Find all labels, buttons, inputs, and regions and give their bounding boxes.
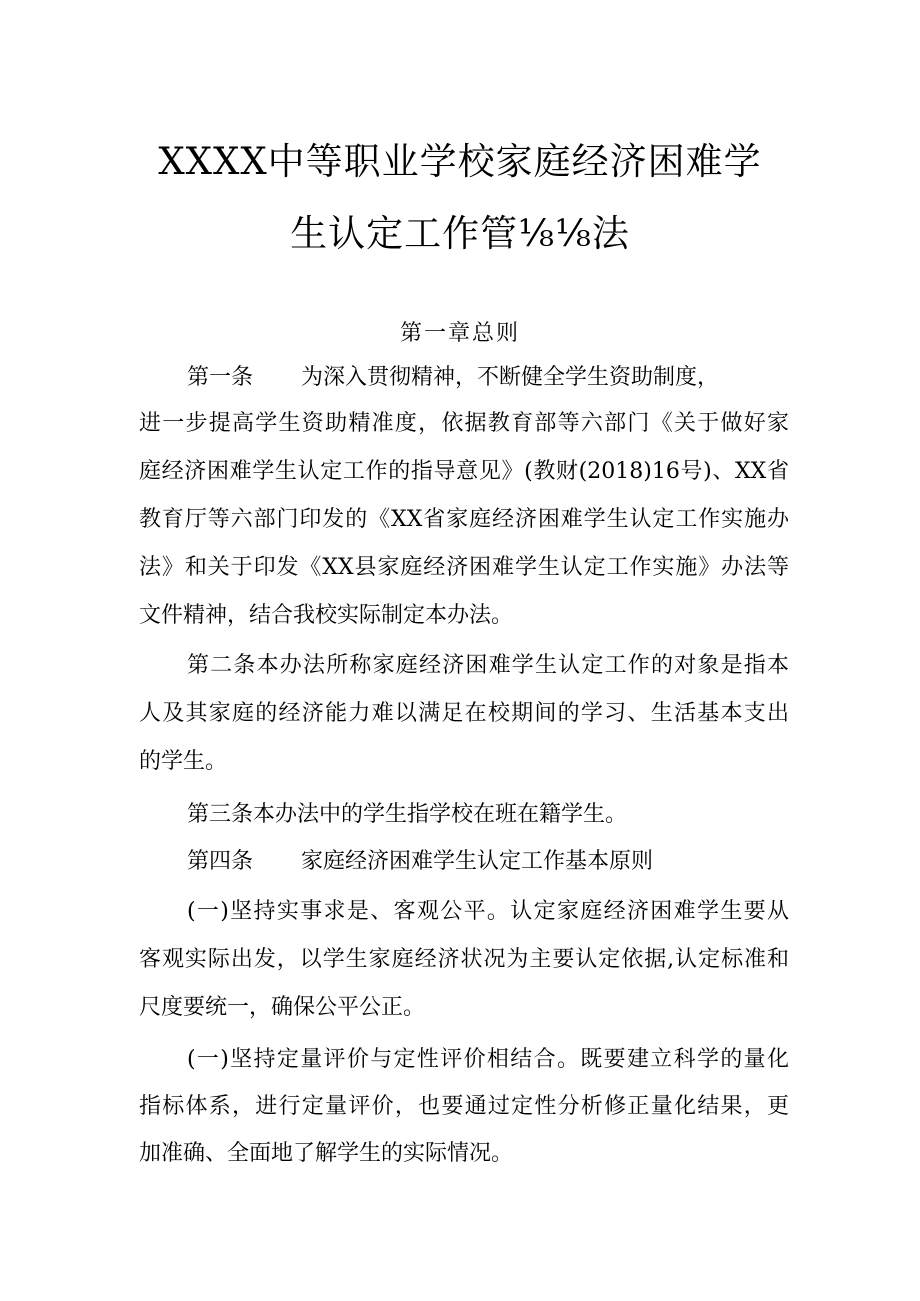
article-1-line-3: 庭经济困难学生认定工作的指导意见》(教财(2018)16号)、XX省	[139, 459, 789, 484]
principle-2-line-2: 指标体系，进行定量评价，也要通过定性分析修正量化结果，更	[139, 1094, 789, 1119]
principle-1-line-1: (一)坚持实事求是、客观公平。认定家庭经济困难学生要从	[187, 899, 789, 924]
article-1-line-4: 教育厅等六部门印发的《XX省家庭经济困难学生认定工作实施办	[139, 507, 789, 532]
article-4-text: 家庭经济困难学生认定工作基本原则	[301, 849, 654, 874]
article-4-label: 第四条	[187, 849, 254, 874]
document-title-line-1: XXXX中等职业学校家庭经济困难学	[158, 140, 762, 183]
principle-1-line-3: 尺度要统一，确保公平公正。	[139, 995, 426, 1020]
article-3-line-1: 第三条本办法中的学生指学校在班在籍学生。	[187, 802, 628, 827]
article-1-label: 第一条	[187, 365, 254, 390]
article-2-line-3: 的学生。	[139, 749, 228, 774]
article-2-line-1: 第二条本办法所称家庭经济困难学生认定工作的对象是指本	[187, 653, 789, 678]
article-1-line-1: 为深入贯彻精神，不断健全学生资助制度，	[301, 365, 720, 390]
chapter-heading: 第一章总则	[399, 321, 520, 346]
article-1-first-line	[187, 358, 789, 398]
article-2-line-2: 人及其家庭的经济能力难以满足在校期间的学习、生活基本支出	[139, 701, 789, 726]
document-title-line-2: 生认定工作管⅛⅛法	[290, 212, 630, 255]
article-1-line-2: 进一步提高学生资助精准度，依据教育部等六部门《关于做好家	[139, 411, 789, 436]
principle-2-line-1: (一)坚持定量评价与定性评价相结合。既要建立科学的量化	[187, 1047, 789, 1072]
principle-1-line-2: 客观实际出发，以学生家庭经济状况为主要认定依据,认定标准和	[139, 947, 789, 972]
article-4-line	[187, 842, 789, 882]
article-1-line-6: 文件精神，结合我校实际制定本办法。	[139, 603, 514, 628]
principle-2-line-3: 加准确、全面地了解学生的实际情况。	[139, 1141, 514, 1166]
article-1-line-5: 法》和关于印发《XX县家庭经济困难学生认定工作实施》办法等	[139, 555, 789, 580]
